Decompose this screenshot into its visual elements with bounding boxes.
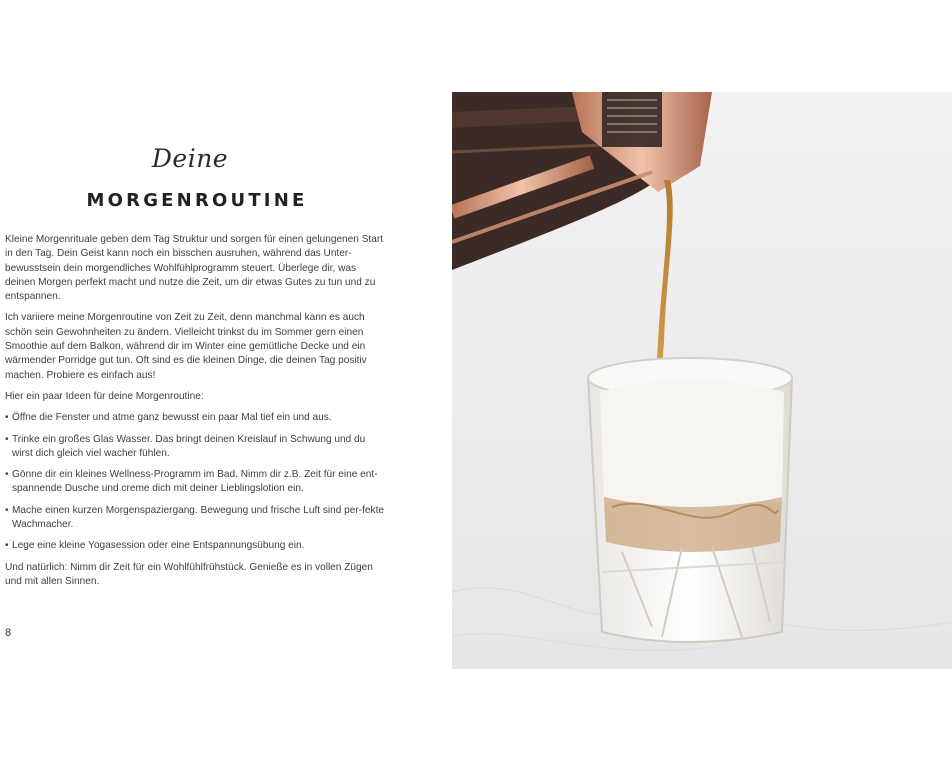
left-page [0, 0, 452, 761]
list-item: • Gönne dir ein kleines Wellness-Programm im Bad. Nimm dir z.B. Zeit für eine ent-spannende Dusche und creme dich mit deiner Lieblingslotion ein. [5, 468, 387, 497]
list-item: • Lege eine kleine Yogasession oder eine Entspannungsübung ein. [5, 539, 387, 553]
list-item: • Trinke ein großes Glas Wasser. Das bringt deinen Kreislauf in Schwung und du wirst dich gleich viel wacher fühlen. [5, 433, 387, 462]
paragraph: Hier ein paar Ideen für deine Morgenroutine: [5, 390, 204, 402]
script-subtitle: Deine [151, 144, 229, 173]
closing-paragraph: Und natürlich: Nimm dir Zeit für ein Wohlfühlfrühstück. Genieße es in vollen Zügen und mit allen Sinnen. [5, 561, 373, 587]
paragraph: Kleine Morgenrituale geben dem Tag Struktur und sorgen für einen gelungenen Start in den Tag. Dein Geist kann noch ein bisschen ausruhen, während das Unter-bewusstsein dein morgendliches Wohlfühlprogramm steuert. Überlege dir, was deinen Morgen perfekt macht und nutze die Zeit, um dir etwas Gutes zu tun und zu entspannen. [5, 234, 384, 303]
page-number: 8 [5, 627, 12, 639]
coffee-pouring-photo [452, 92, 952, 669]
glass-shape [588, 358, 792, 642]
page-title: MORGENROUTINE [86, 190, 308, 211]
list-item: • Öffne die Fenster und atme ganz bewusst ein paar Mal tief ein und aus. [5, 411, 387, 425]
body-text [5, 233, 387, 596]
ideas-list [5, 411, 387, 553]
paragraph: Ich variiere meine Morgenroutine von Zeit zu Zeit, denn manchmal kann es auch schön sein Gewohnheiten zu ändern. Vielleicht trinkst du im Sommer gern einen Smoothie auf dem Balkon, während dir im Winter eine gemütliche Decke und ein wärmender Porridge gut tun. Oft sind es die kleinen Dinge, die deinen Tag positiv machen. Probiere es einfach aus! [5, 312, 367, 381]
list-item: • Mache einen kurzen Morgenspaziergang. Bewegung und frische Luft sind per-fekte Wachmacher. [5, 504, 387, 533]
